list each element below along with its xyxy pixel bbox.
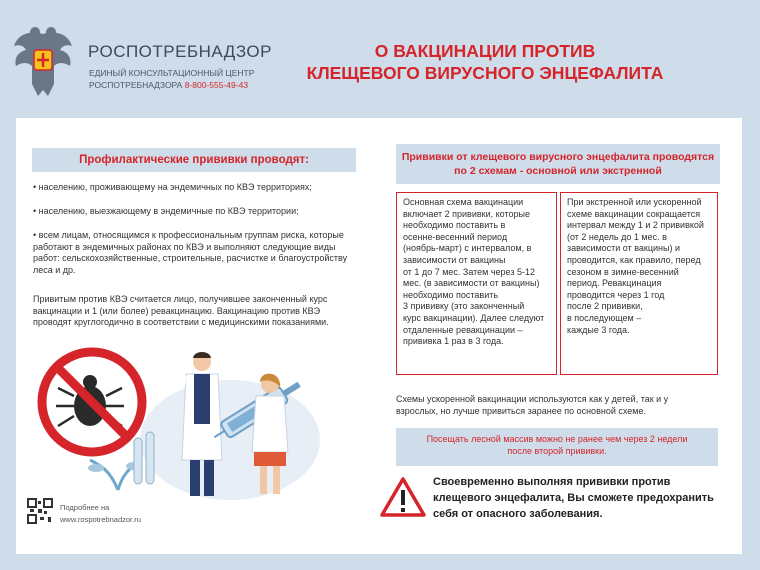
scheme-line: включает 2 прививки, которые	[403, 208, 530, 219]
scheme-line: каждые 3 года.	[567, 324, 630, 335]
scheme-line: Основная схема вакцинации	[403, 197, 524, 207]
scheme-line: после 2 прививки,	[567, 301, 643, 312]
scheme-line: необходимо поставить	[403, 289, 499, 300]
final-line-2: клещевого энцефалита, Вы сможете предохранить	[433, 492, 714, 504]
scheme-note	[396, 394, 718, 417]
scheme-line: (ноябрь-март) с интервалом, в	[403, 243, 532, 254]
scheme-line: зависимости от вакцины	[403, 254, 506, 265]
doctors-illustration	[30, 340, 330, 500]
scheme-line: (от 2 недель до 1 мес. в	[567, 231, 667, 242]
emblem-icon	[10, 24, 76, 100]
bullet-item: • всем лицам, относящимся к профессиональным группам риска, которые работают в эндемичных районах по КВЭ и выполняют следующие виды работ: сельскохозяйственные, строительные, расчистке и благоустройству леса и др.	[33, 230, 348, 275]
note-line-1: Схемы ускоренной вакцинации используются как у детей, так и у	[396, 394, 669, 404]
forest-warning	[396, 428, 718, 466]
scheme-line: зависимости от вакцины) и	[567, 243, 681, 254]
scheme-line: проводится через 1 год	[567, 289, 665, 300]
more-info-label: Подробнее на	[60, 503, 110, 512]
scheme-line: отдаленные ревакцинации –	[403, 324, 523, 335]
right-heading-line-1: Прививки от клещевого вирусного энцефалита проводятся	[401, 151, 715, 163]
forest-line-1: Посещать лесной массив можно не ранее чем через 2 недели	[426, 434, 688, 444]
title-line-2: КЛЕЩЕВОГО ВИРУСНОГО ЭНЦЕФАЛИТА	[306, 63, 664, 83]
left-heading: Профилактические прививки проводят:	[32, 148, 356, 172]
main-scheme-box	[396, 192, 557, 375]
scheme-line: 3 прививку (это законченный	[403, 301, 525, 312]
scheme-line: период. Ревакцинация	[567, 278, 662, 289]
right-heading-line-2: по 2 схемам - основной или экстренной	[454, 165, 662, 177]
no-tick-icon	[42, 352, 142, 452]
right-heading	[396, 144, 720, 184]
scheme-line: схеме вакцинации сокращается	[567, 208, 701, 219]
org-phone[interactable]: 8-800-555-49-43	[184, 80, 249, 90]
scheme-line: проводится, как правило, перед	[567, 254, 701, 265]
warning-icon	[380, 476, 426, 518]
title-line-1: О ВАКЦИНАЦИИ ПРОТИВ	[374, 41, 596, 61]
scheme-line: мес. (в зависимости от вакцины)	[403, 278, 540, 289]
scheme-line: интервал между 1 и 2 прививкой	[567, 220, 704, 231]
scheme-line: необходимо поставить в	[403, 220, 506, 231]
org-name: РОСПОТРЕБНАДЗОР	[88, 42, 272, 61]
bullet-item: • населению, выезжающему в эндемичные по КВЭ территории;	[33, 206, 299, 216]
scheme-line: сезоном в зимне-весенний	[567, 266, 679, 277]
scheme-line: от 1 до 7 мес. Затем через 5-12	[403, 266, 535, 277]
scheme-line: При экстренной или ускоренной	[567, 197, 702, 207]
org-subtitle: ЕДИНЫЙ КОНСУЛЬТАЦИОННЫЙ ЦЕНТР	[89, 68, 255, 78]
note-line-2: взрослых, но лучше привиться заранее по основной схеме.	[396, 405, 646, 416]
final-message	[433, 474, 723, 522]
scheme-line: курс вакцинации). Далее следуют	[403, 312, 545, 323]
final-line-3: себя от опасного заболевания.	[433, 508, 603, 520]
vaccinated-definition: Привитым против КВЭ считается лицо, получившее законченный курс вакцинации и 1 (или более) ревакцинацию. Вакцинацию против КВЭ проводят круглогодично в соответствии с медицинскими показаниями.	[33, 294, 329, 327]
forest-line-2: после второй прививки.	[507, 446, 607, 456]
scheme-line: осенне-весенний период	[403, 231, 508, 242]
page-title	[300, 40, 670, 84]
scheme-line: прививка 1 раз в 3 года.	[403, 336, 504, 347]
org-subtitle-2: РОСПОТРЕБНАДЗОРА	[89, 80, 183, 90]
emergency-scheme-box	[560, 192, 718, 375]
org-contact	[89, 80, 248, 90]
qr-code-icon[interactable]	[27, 498, 53, 524]
more-info-link[interactable]: www.rospotrebnadzor.ru	[60, 515, 141, 524]
bullet-item: • населению, проживающему на эндемичных по КВЭ территориях;	[33, 182, 312, 192]
final-line-1: Своевременно выполняя прививки против	[433, 476, 671, 488]
scheme-line: в последующем –	[567, 312, 642, 323]
